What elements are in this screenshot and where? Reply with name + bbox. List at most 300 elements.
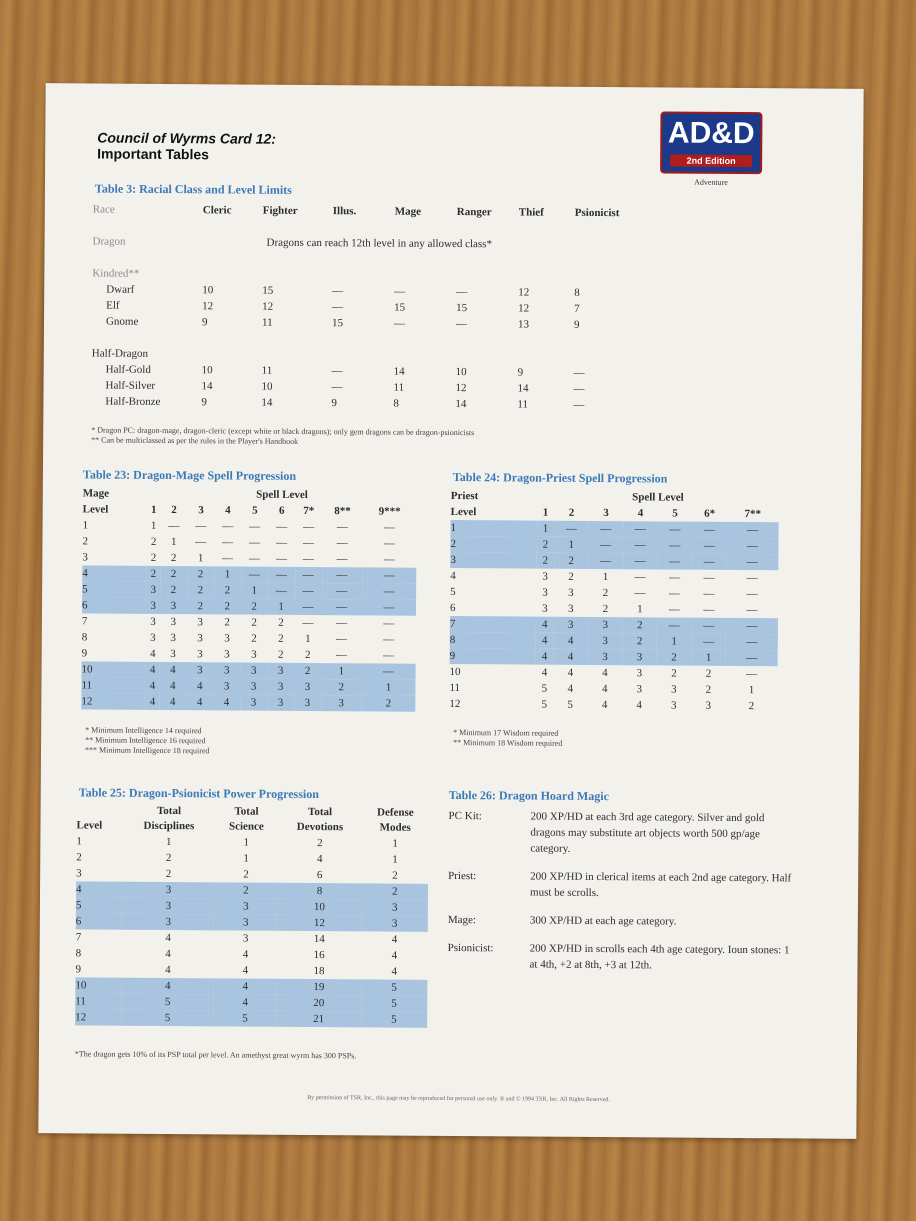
table-cell: 4 [159,694,186,710]
table-row [91,393,651,413]
table-cell: — [336,537,348,550]
table-cell: 2 [537,553,554,569]
table-cell: 4 [553,649,588,665]
level-cell: 8 [81,631,88,644]
table-cell: 4 [146,662,160,678]
level-cell: 6 [82,597,146,613]
table-cell: 3 [224,632,230,645]
table-cell: — [383,617,395,630]
table23-note-2: ** Minimum Intelligence 16 required [85,735,206,746]
table24-header-cell: 5 [672,507,678,520]
table-cell: — [727,538,779,554]
table-cell: — [249,520,261,533]
table-row [81,693,415,711]
priest-spell-table [449,488,779,714]
table-cell: — [692,522,727,538]
table-cell: 4 [159,678,186,694]
table-cell: 3 [213,678,240,694]
table-cell: 3 [588,617,623,633]
table25-header-cell: Disciplines [143,819,195,833]
table-cell: — [658,521,693,537]
table-cell: 3 [553,617,588,633]
table23-note-1: * Minimum Intelligence 14 required [85,725,202,736]
level-cell: 3 [76,867,82,880]
table-cell: — [692,538,727,554]
table-cell: 4 [186,694,213,710]
level-cell: 9 [81,647,88,660]
table-cell: 1 [241,583,268,599]
table-cell: — [692,554,727,570]
table-row [75,1009,427,1027]
table-cell: — [657,617,692,633]
level-limit: — [573,382,585,395]
table-cell: 5 [213,1010,276,1026]
table23-header-cell: 9*** [378,505,401,518]
table-cell: — [248,552,261,565]
table23-header-cell: 8** [334,505,351,518]
hoard-magic-list [447,808,798,986]
psionicist-power-table [75,803,429,1027]
table-cell: 4 [601,683,608,696]
table3-header-cell: Ranger [456,206,492,219]
table-cell: 1 [691,650,726,666]
table-cell: 5 [541,682,548,695]
table-cell: 20 [277,995,361,1012]
level-limit: 12 [518,286,530,299]
table-cell: 2 [241,599,268,615]
table-cell: 3 [122,882,214,899]
table-cell: 4 [165,932,171,945]
table-cell: — [703,587,715,600]
level-cell: 4 [82,565,146,581]
table-cell: 1 [305,632,311,646]
table23-header-cell: 6 [279,504,285,517]
table-cell: 3 [160,598,187,614]
table-cell: 4 [214,994,277,1010]
level-limit: 15 [262,284,274,297]
level-limit: — [393,317,406,330]
race-name: Half-Bronze [105,395,161,408]
table24-notes [453,728,753,750]
level-cell: 10 [449,665,461,679]
level-limit: 14 [261,396,273,409]
table-cell: 10 [277,899,361,916]
level-limit: 10 [202,284,214,297]
table-cell: 3 [361,915,428,931]
level-limit: 11 [261,364,273,377]
table-cell: — [657,553,692,569]
table-cell: 2 [150,535,157,548]
level-limit: 12 [455,382,467,395]
hoard-text: 200 XP/HD in scrolls each 4th age category. Ioun stones: 1 at 4th, +2 at 8th, +3 at 12th. [529,942,790,972]
level-limit: 8 [574,286,580,299]
table-cell: 1 [197,552,204,565]
table-cell: 3 [214,914,277,930]
race-name: Dwarf [106,283,135,296]
table-cell: 4 [316,853,323,866]
race-name: Elf [106,299,120,312]
table-cell: 6 [316,869,323,882]
table25-title: Table 25: Dragon-Psionicist Power Progression [78,785,319,802]
level-limit: 12 [262,300,274,313]
level-cell: 8 [75,947,82,960]
table3-header-cell: Psionicist [574,206,620,220]
level-cell: 2 [76,851,82,864]
table-cell: — [336,633,348,646]
level-limit: 9 [573,318,580,331]
level-limit: 13 [517,318,530,331]
table25-header-cell: Science [228,820,264,833]
table-cell: — [241,567,268,583]
table-cell: 3 [197,632,203,645]
table-cell: — [195,520,207,533]
table-cell: — [268,583,295,599]
table-cell: 2 [622,633,657,649]
card-subtitle: Important Tables [97,145,210,163]
table-cell: 16 [313,949,325,962]
table3-header-cell: Thief [518,206,544,219]
level-limit: 14 [455,398,467,411]
table-cell: 1 [602,571,609,584]
level-limit: — [331,365,343,378]
table-cell: — [668,587,681,600]
hoard-label: Priest: [448,869,477,883]
table-cell: 2 [657,649,692,665]
table25-header-cell: Modes [379,821,411,834]
table-cell: 3 [267,663,294,679]
table-cell: 2 [554,553,589,569]
table23-header-cell: 2 [171,504,177,517]
table23-header-cell: 5 [252,504,258,517]
table-cell: — [554,521,589,537]
table-cell: 3 [240,663,267,679]
table25-header-cell: Defense [377,806,414,819]
table-row [449,696,777,714]
add-logo [660,111,762,174]
level-cell: 10 [75,977,122,993]
table-cell: 3 [568,602,574,615]
table-cell: 2 [165,852,172,865]
copyright-footer: By permission of TSR, Inc., this page may be reproduced for personal use only. ® and © 1994 TSR, Inc. All Rights Reserved. [307,1095,610,1104]
table-cell: 4 [213,694,240,710]
table-cell: — [384,521,396,534]
table23-title: Table 23: Dragon-Mage Spell Progression [82,467,297,483]
level-cell: 12 [449,697,461,711]
table-cell: 4 [553,633,588,649]
level-cell: 11 [81,677,145,693]
table-cell: — [726,554,778,570]
level-cell: 7 [75,931,82,944]
table-cell: 2 [568,570,574,583]
table-cell: 2 [150,551,157,564]
table-cell: — [295,583,322,599]
reference-card [38,83,863,1139]
table-cell: 4 [146,678,160,694]
table-cell: 2 [165,868,172,881]
table-cell: 18 [313,965,325,978]
table-cell: 1 [657,633,692,649]
level-limit: 9 [331,397,337,410]
table-cell: 2 [304,648,311,662]
table-cell: 4 [567,682,574,695]
table-cell: 3 [240,695,267,711]
table-cell: 2 [160,566,187,582]
level-limit: 9 [201,316,208,329]
table-cell: 3 [214,898,277,914]
table-cell: — [703,571,715,584]
table-cell: — [383,553,395,566]
table-cell: — [336,521,348,534]
table3-header-cell: Fighter [262,204,298,217]
table-cell: 3 [542,602,548,615]
level-cell: 7 [450,616,536,633]
table-cell: — [303,536,315,550]
level-limit: 15 [394,301,406,314]
table-cell: 2 [214,598,241,614]
table-cell: — [746,604,758,617]
table-cell: 4 [391,965,398,978]
level-limit: 14 [393,365,405,378]
level-limit: — [573,398,585,411]
hoard-row [448,912,798,930]
table23-header-cell: 3 [198,504,204,517]
level-cell: 9 [75,963,82,976]
table-cell: — [322,567,363,583]
table25-header-cell: Total [308,806,333,819]
table-cell: — [295,567,322,583]
table-cell: 1 [166,836,172,849]
table-cell: — [335,649,348,662]
level-limit: 11 [393,381,405,394]
table-cell: 3 [170,616,177,629]
table23-header-cell: Level [82,503,109,516]
level-limit: 10 [455,366,467,379]
table23-header-cell: 7* [303,504,315,518]
level-limit: 14 [517,382,529,395]
level-cell: 2 [82,535,89,548]
table-cell: 2 [160,582,187,598]
table-cell: — [727,522,779,538]
table24-header-cell: Level [450,505,477,519]
table-cell: 1 [321,663,362,679]
table-cell: 4 [165,964,171,977]
table-cell: — [589,521,624,537]
table-cell: 2 [251,632,257,645]
table23-header-cell: 1 [151,503,157,516]
table25-note: *The dragon gets 10% of its PSP total per level. An amethyst great wyrm has 300 PSPs. [74,1049,357,1061]
table-cell: — [634,587,646,600]
level-limit: 12 [518,302,530,315]
level-cell: 1 [76,835,82,848]
table-cell: 1 [150,519,157,532]
table-cell: 3 [122,898,214,915]
table-cell: 3 [240,679,267,695]
table-cell: 4 [602,667,608,680]
table-cell: 5 [567,698,573,711]
table-cell: 5 [361,995,428,1011]
level-cell: 6 [449,601,456,615]
table-cell: — [726,634,778,650]
level-limit: 15 [456,302,468,315]
table-cell: — [222,552,234,565]
level-limit: — [456,286,468,299]
table-cell: — [726,650,778,666]
table25-header-cell: Devotions [296,820,344,834]
table-cell: — [322,583,363,599]
table-cell: 2 [317,837,323,850]
table-cell: — [383,633,395,646]
level-limit: 8 [393,397,399,410]
table-cell: 2 [214,582,241,598]
level-limit: 12 [202,300,214,313]
table-cell: — [276,520,288,533]
table24-header-cell: Priest [450,489,479,503]
table-cell: 3 [588,649,623,665]
table25-header-cell: Total [234,805,259,818]
table-cell: 3 [568,586,574,599]
table-cell: — [295,599,322,615]
table-cell: 1 [748,684,755,697]
table-cell: 4 [567,666,574,679]
table24-note-1: * Minimum 17 Wisdom required [453,728,559,738]
table25-header-cell: Total [156,804,182,818]
table23-header-cell: 4 [225,504,231,517]
table-cell: 5 [361,1011,428,1027]
table-cell: — [383,649,395,662]
hoard-label: Mage: [447,913,476,927]
level-limit: 11 [517,398,529,411]
table-cell: 3 [197,616,203,629]
table-cell: 3 [150,615,156,628]
table-cell: — [302,552,314,566]
table-cell: 2 [147,566,161,582]
level-limit: 15 [331,317,344,330]
table-cell: — [726,618,778,634]
table-cell: 2 [321,679,362,695]
table-cell: 2 [187,582,214,598]
table-cell: 3 [170,648,176,661]
level-cell: 1 [82,519,89,532]
table-cell: 4 [636,699,642,712]
level-cell: 2 [450,536,536,553]
table-cell: 3 [671,683,677,696]
table-cell: 14 [313,933,325,946]
card-header [97,130,276,163]
level-cell: 9 [450,648,536,665]
table-cell: 4 [122,978,214,995]
level-cell: 1 [451,520,537,537]
table-cell: 3 [197,648,203,661]
level-limit: 11 [261,316,273,329]
level-limit: 14 [201,380,213,393]
hoard-row [448,868,798,902]
table-cell: 2 [602,587,609,600]
card-title: Council of Wyrms Card 12: [97,129,277,147]
level-cell: 4 [450,569,456,583]
table-cell: — [691,634,726,650]
level-limit: 9 [201,396,207,409]
table-cell: — [362,599,416,615]
level-cell: 3 [450,552,536,569]
table-cell: 5 [361,979,428,995]
table-cell: — [668,603,680,616]
level-cell: 12 [75,1009,122,1025]
table-cell: — [302,616,314,630]
table-cell: 8 [277,883,361,900]
table-cell: 3 [636,683,643,696]
table24-header-cell: 7** [744,508,762,521]
table23-header-cell: Spell Level [256,488,308,501]
table-cell: 1 [268,599,295,615]
table-cell: 3 [705,699,712,712]
table-cell: 1 [170,536,177,549]
table-cell: 1 [554,537,589,553]
table-cell: 3 [242,932,249,945]
table-cell: 2 [294,663,321,679]
table-cell: — [168,520,180,533]
table-cell: 3 [146,582,160,598]
table-cell: — [322,599,363,615]
level-cell: 11 [75,993,122,1009]
table3-header-cell: Cleric [202,204,232,217]
table-cell: 4 [391,933,398,946]
table-cell: 2 [537,537,554,553]
table-cell: 19 [277,979,361,996]
table-cell: 3 [213,662,240,678]
level-cell: 4 [76,881,123,897]
table-cell: 4 [242,964,249,977]
table-cell: 3 [294,695,321,711]
level-cell: 3 [82,551,88,564]
table-cell: 1 [243,852,249,865]
logo-edition: 2nd Edition [670,155,752,168]
table3-header-cell: Mage [394,205,422,218]
table24-header-cell: 2 [568,506,575,519]
hoard-text: 200 XP/HD in clerical items at each 2nd age category. Half must be scrolls. [529,870,792,900]
racial-limits-table [91,201,652,413]
table-cell: — [746,588,758,601]
level-cell: 7 [81,615,88,628]
table-cell: 4 [150,647,156,660]
table-cell: 2 [602,603,609,616]
table-cell: 1 [392,837,398,850]
table-cell: — [692,618,727,634]
level-cell: 5 [76,897,123,913]
table-cell: 1 [637,603,643,616]
level-cell: 8 [450,632,536,649]
level-cell: 11 [449,681,461,695]
table-cell: 1 [537,521,554,537]
table-cell: 3 [267,695,294,711]
table-cell: — [623,553,658,569]
logo-subtitle: Adventure [694,177,728,187]
spacer-cell [92,329,202,346]
level-limit: 10 [201,364,213,377]
table3-note-1: * Dragon PC: dragon-mage, dragon-cleric (except white or black dragons); only gem dragons can be dragon-psionicists [91,425,475,438]
table-cell: 4 [391,949,398,962]
table-cell: — [746,572,758,585]
table-cell: 2 [362,883,429,899]
logo-text: AD&D [667,116,755,151]
table24-header-cell: 6* [704,507,716,520]
table-cell: 12 [277,915,361,932]
table-cell: — [634,571,646,584]
table-cell: — [336,617,348,630]
table-cell: 3 [146,598,160,614]
table-cell: 3 [122,914,214,931]
table-cell: 4 [536,633,553,649]
table3-header-cell: Illus. [332,205,357,218]
